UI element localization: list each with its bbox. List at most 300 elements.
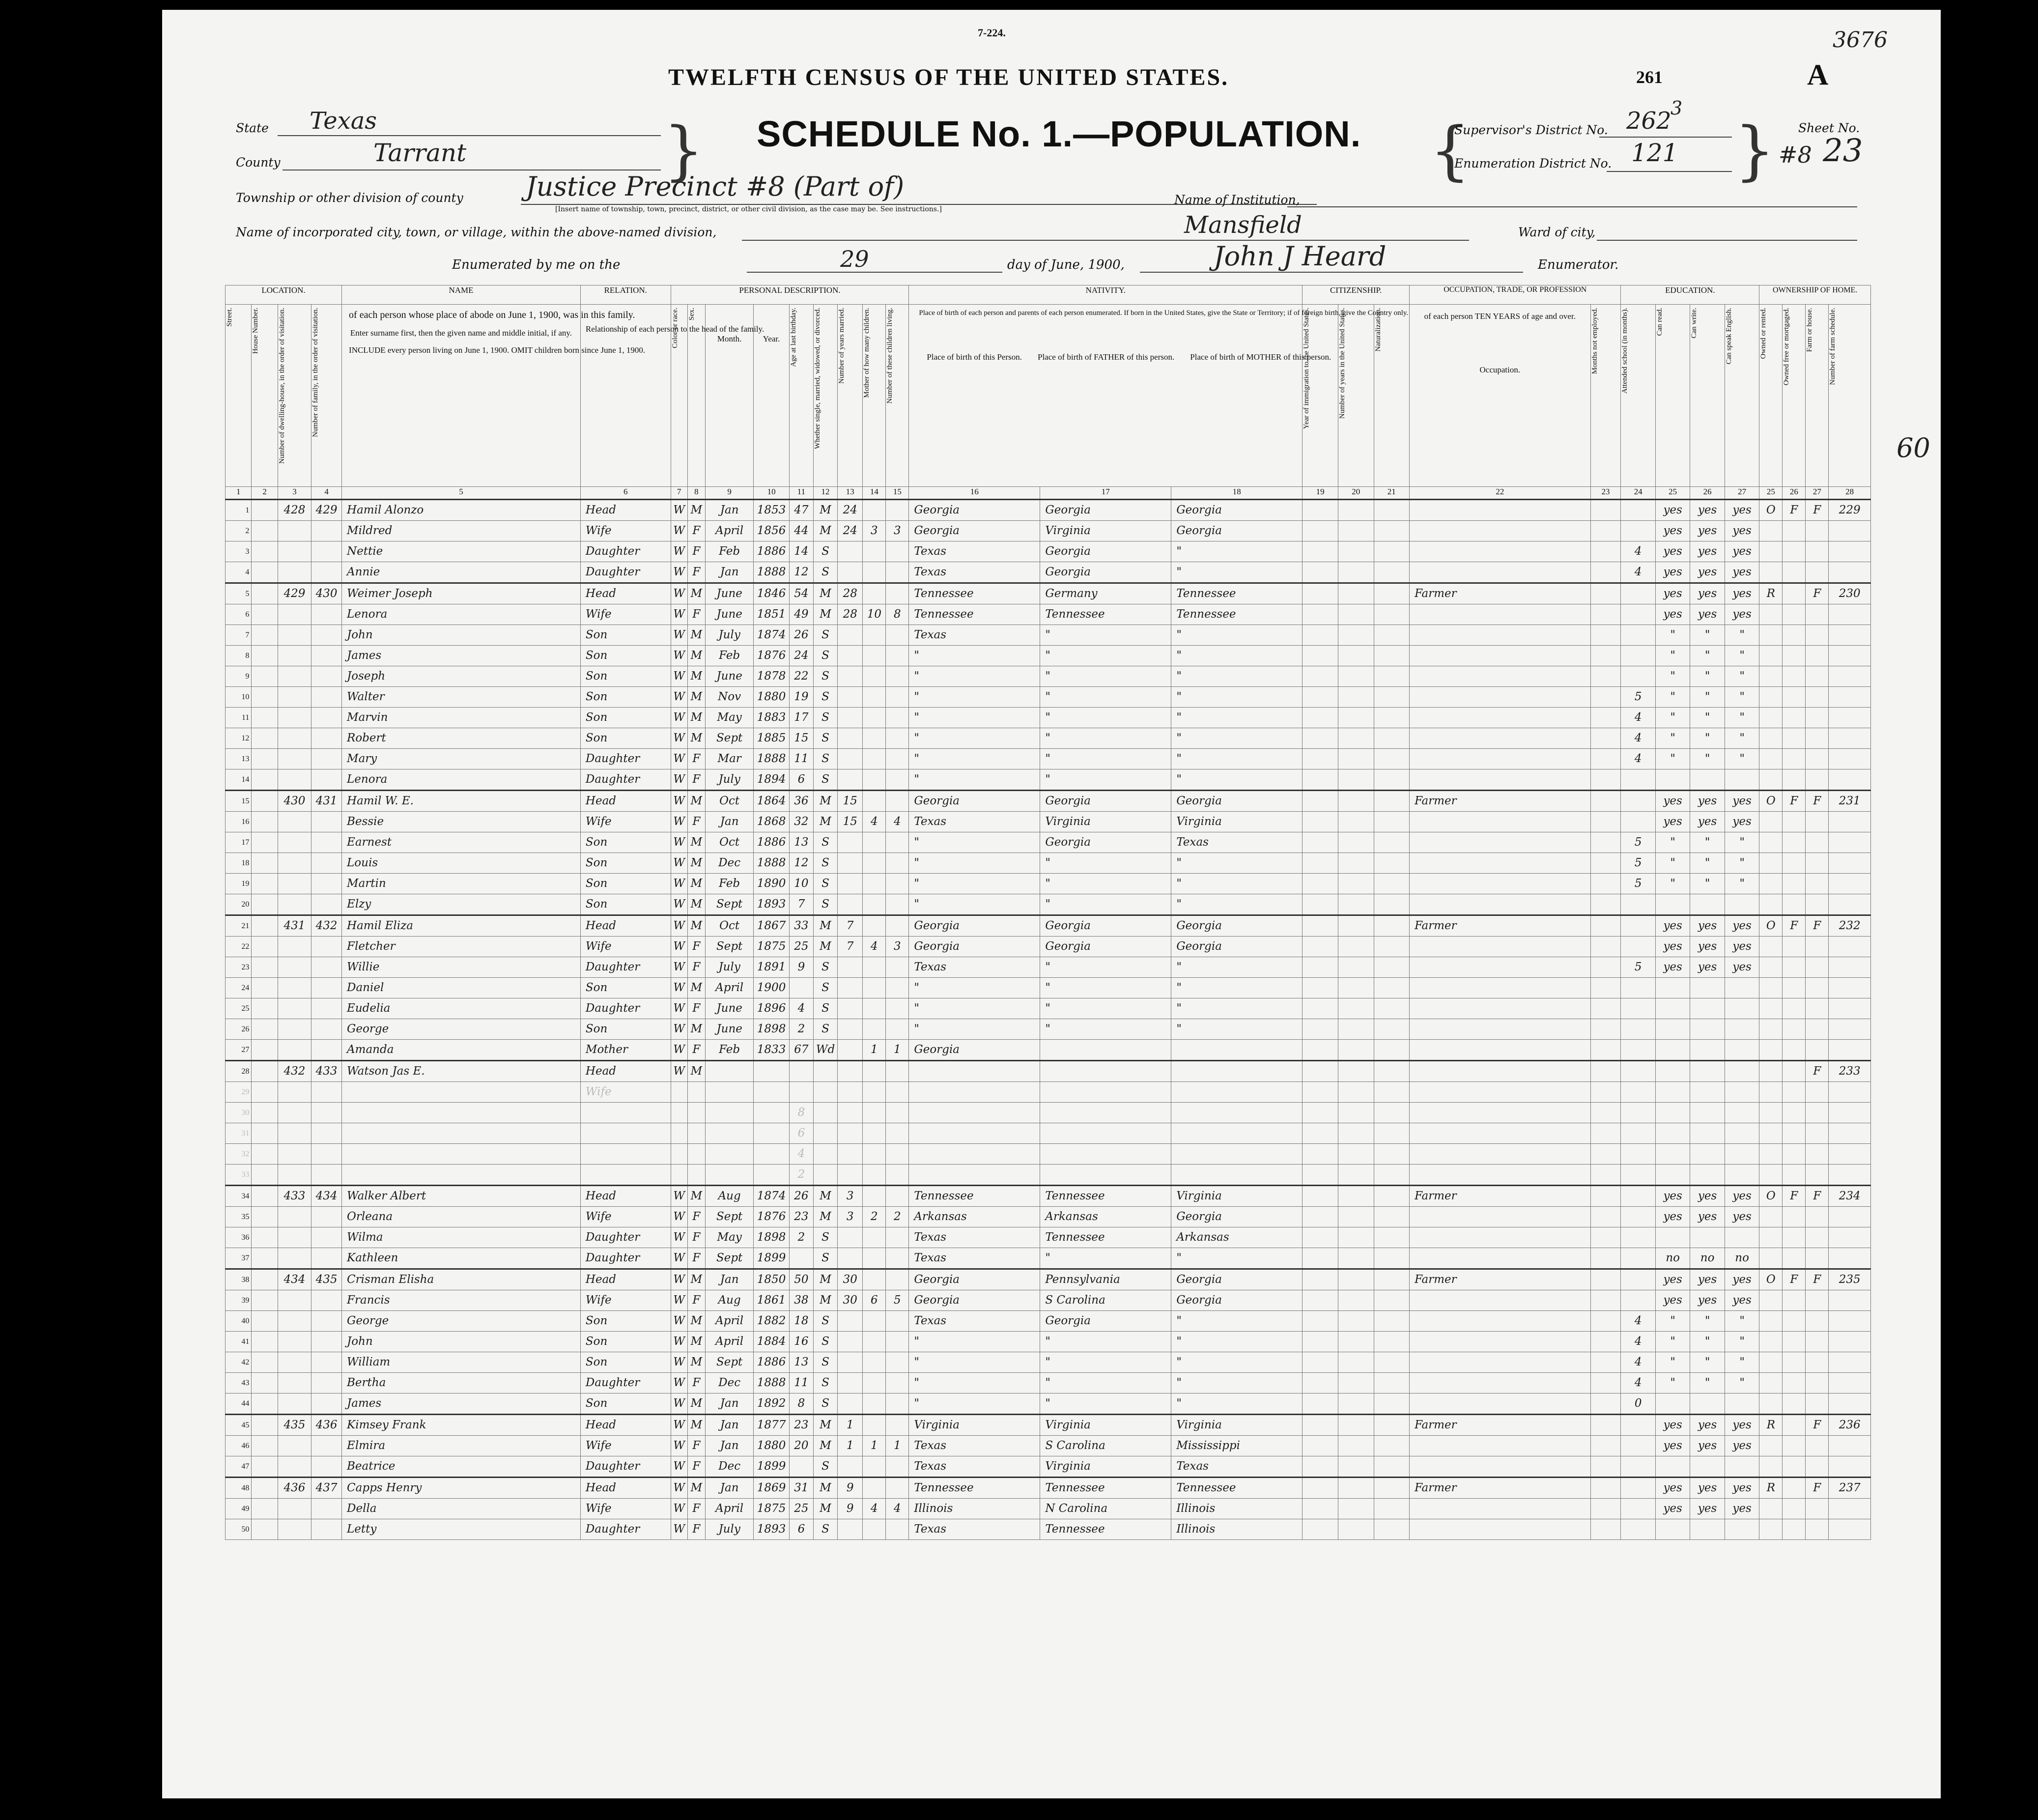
children-living-cell bbox=[886, 1311, 909, 1332]
family-number-cell: 433 bbox=[311, 1061, 342, 1082]
naturalization-cell bbox=[1374, 1456, 1410, 1478]
farm-schedule-cell bbox=[1829, 1227, 1871, 1248]
attended-school-cell bbox=[1621, 812, 1655, 832]
birthplace-cell: " bbox=[909, 1373, 1040, 1393]
naturalization-cell bbox=[1374, 1290, 1410, 1311]
father-birthplace-cell: " bbox=[1040, 769, 1171, 791]
children-living-cell: 3 bbox=[886, 937, 909, 957]
can-speak-english-cell: no bbox=[1725, 1248, 1759, 1269]
farm-schedule-cell bbox=[1829, 728, 1871, 749]
attended-school-cell bbox=[1621, 666, 1655, 687]
farm-house-cell: F bbox=[1806, 1186, 1829, 1207]
can-write-cell: " bbox=[1690, 625, 1725, 646]
owned-free-cell bbox=[1783, 583, 1806, 604]
sex-cell bbox=[687, 1165, 705, 1186]
head-house-number: House Number. bbox=[252, 308, 260, 354]
enum-district-label: Enumeration District No. bbox=[1454, 156, 1612, 171]
father-birthplace-cell: Virginia bbox=[1040, 812, 1171, 832]
owned-rented-cell bbox=[1759, 625, 1783, 646]
table-row bbox=[226, 1040, 1871, 1061]
table-row bbox=[226, 957, 1871, 978]
line-number-cell: 28 bbox=[226, 1061, 252, 1082]
years-in-us-cell bbox=[1338, 749, 1374, 769]
birth-month-cell: Jan bbox=[706, 562, 754, 583]
age-cell: 10 bbox=[789, 874, 813, 894]
line-number-cell: 7 bbox=[226, 625, 252, 646]
sex-cell: F bbox=[687, 1248, 705, 1269]
occupation-cell bbox=[1410, 1519, 1590, 1540]
months-not-employed-cell bbox=[1590, 1332, 1621, 1352]
mother-birthplace-cell: " bbox=[1171, 978, 1302, 998]
relation-cell: Son bbox=[580, 1393, 671, 1415]
family-number-cell bbox=[311, 708, 342, 728]
can-speak-english-cell: " bbox=[1725, 687, 1759, 708]
can-speak-english-cell: " bbox=[1725, 1352, 1759, 1373]
occupation-cell bbox=[1410, 1290, 1590, 1311]
dwelling-number-cell: 429 bbox=[278, 583, 311, 604]
birth-month-cell: April bbox=[706, 1332, 754, 1352]
line-number-cell: 42 bbox=[226, 1352, 252, 1373]
age-cell: 33 bbox=[789, 915, 813, 937]
years-in-us-cell bbox=[1338, 1040, 1374, 1061]
birth-year-cell: 1851 bbox=[754, 604, 790, 625]
relation-cell: Wife bbox=[580, 937, 671, 957]
column-number: 26 bbox=[1783, 487, 1806, 500]
table-row bbox=[226, 874, 1871, 894]
years-in-us-cell bbox=[1338, 1436, 1374, 1456]
farm-house-cell bbox=[1806, 1123, 1829, 1144]
relation-cell: Son bbox=[580, 666, 671, 687]
can-read-cell: " bbox=[1655, 708, 1690, 728]
months-not-employed-cell bbox=[1590, 1123, 1621, 1144]
marital-cell: S bbox=[813, 1352, 837, 1373]
farm-schedule-cell: 230 bbox=[1829, 583, 1871, 604]
naturalization-cell bbox=[1374, 957, 1410, 978]
months-not-employed-cell bbox=[1590, 957, 1621, 978]
years-in-us-cell bbox=[1338, 915, 1374, 937]
attended-school-cell: 5 bbox=[1621, 832, 1655, 853]
column-number: 26 bbox=[1690, 487, 1725, 500]
years-married-cell bbox=[838, 541, 863, 562]
can-read-cell bbox=[1655, 1227, 1690, 1248]
line-number-cell: 41 bbox=[226, 1332, 252, 1352]
birth-year-cell: 1875 bbox=[754, 1499, 790, 1519]
birth-month-cell: July bbox=[706, 769, 754, 791]
mother-of-cell bbox=[863, 1082, 886, 1103]
can-write-cell bbox=[1690, 1227, 1725, 1248]
house-number-cell bbox=[252, 1393, 278, 1415]
can-read-cell bbox=[1655, 1082, 1690, 1103]
birthplace-cell: Texas bbox=[909, 1248, 1040, 1269]
sex-cell: M bbox=[687, 625, 705, 646]
line-number-cell: 38 bbox=[226, 1269, 252, 1290]
children-living-cell bbox=[886, 728, 909, 749]
mother-birthplace-cell: Georgia bbox=[1171, 521, 1302, 541]
mother-birthplace-cell: " bbox=[1171, 562, 1302, 583]
mother-of-cell bbox=[863, 978, 886, 998]
attended-school-cell bbox=[1621, 1227, 1655, 1248]
mother-birthplace-cell bbox=[1171, 1040, 1302, 1061]
person-name-cell: George bbox=[342, 1311, 581, 1332]
person-name-cell: Fletcher bbox=[342, 937, 581, 957]
house-number-cell bbox=[252, 791, 278, 812]
can-read-cell: " bbox=[1655, 853, 1690, 874]
naturalization-cell bbox=[1374, 646, 1410, 666]
age-cell bbox=[789, 1456, 813, 1478]
father-birthplace-cell bbox=[1040, 1040, 1171, 1061]
naturalization-cell bbox=[1374, 915, 1410, 937]
can-write-cell bbox=[1690, 1519, 1725, 1540]
dwelling-number-cell bbox=[278, 1373, 311, 1393]
months-not-employed-cell bbox=[1590, 1478, 1621, 1499]
table-row bbox=[226, 894, 1871, 915]
marital-cell: M bbox=[813, 1499, 837, 1519]
immigration-cell bbox=[1302, 978, 1338, 998]
person-name-cell: Amanda bbox=[342, 1040, 581, 1061]
owned-rented-cell bbox=[1759, 1352, 1783, 1373]
marital-cell: M bbox=[813, 500, 837, 521]
can-read-cell bbox=[1655, 998, 1690, 1019]
immigration-cell bbox=[1302, 1478, 1338, 1499]
years-in-us-cell bbox=[1338, 812, 1374, 832]
birth-month-cell: Jan bbox=[706, 1393, 754, 1415]
group-education: EDUCATION. bbox=[1621, 285, 1759, 305]
house-number-cell bbox=[252, 1456, 278, 1478]
house-number-cell bbox=[252, 978, 278, 998]
person-name-cell bbox=[342, 1123, 581, 1144]
owned-rented-cell bbox=[1759, 604, 1783, 625]
children-living-cell bbox=[886, 1332, 909, 1352]
family-number-cell bbox=[311, 1352, 342, 1373]
ward-label: Ward of city, bbox=[1518, 225, 1596, 239]
census-rows bbox=[226, 500, 1871, 1540]
color-cell: W bbox=[671, 562, 687, 583]
owned-rented-cell bbox=[1759, 646, 1783, 666]
relation-cell: Wife bbox=[580, 1082, 671, 1103]
farm-house-cell: F bbox=[1806, 1415, 1829, 1436]
farm-house-cell: F bbox=[1806, 791, 1829, 812]
can-speak-english-cell bbox=[1725, 1456, 1759, 1478]
age-cell: 13 bbox=[789, 1352, 813, 1373]
farm-house-cell bbox=[1806, 874, 1829, 894]
table-row bbox=[226, 666, 1871, 687]
family-number-cell bbox=[311, 769, 342, 791]
years-in-us-cell bbox=[1338, 1082, 1374, 1103]
corner-number: 3676 bbox=[1833, 28, 1888, 53]
father-birthplace-cell: Georgia bbox=[1040, 1311, 1171, 1332]
immigration-cell bbox=[1302, 1352, 1338, 1373]
color-cell: W bbox=[671, 937, 687, 957]
farm-house-cell bbox=[1806, 604, 1829, 625]
age-cell: 12 bbox=[789, 562, 813, 583]
owned-rented-cell: O bbox=[1759, 791, 1783, 812]
line-number-cell: 47 bbox=[226, 1456, 252, 1478]
months-not-employed-cell bbox=[1590, 625, 1621, 646]
county-label: County bbox=[236, 155, 281, 170]
years-in-us-cell bbox=[1338, 894, 1374, 915]
birth-year-cell: 1888 bbox=[754, 562, 790, 583]
owned-rented-cell bbox=[1759, 1290, 1783, 1311]
father-birthplace-cell: " bbox=[1040, 874, 1171, 894]
birth-month-cell: June bbox=[706, 666, 754, 687]
family-number-cell bbox=[311, 1393, 342, 1415]
children-living-cell: 1 bbox=[886, 1040, 909, 1061]
can-write-cell: yes bbox=[1690, 915, 1725, 937]
attended-school-cell bbox=[1621, 791, 1655, 812]
mother-birthplace-cell: " bbox=[1171, 1248, 1302, 1269]
years-married-cell bbox=[838, 874, 863, 894]
naturalization-cell bbox=[1374, 1269, 1410, 1290]
table-row bbox=[226, 562, 1871, 583]
can-read-cell: " bbox=[1655, 1352, 1690, 1373]
can-write-cell: yes bbox=[1690, 521, 1725, 541]
can-read-cell: yes bbox=[1655, 957, 1690, 978]
marital-cell: M bbox=[813, 1186, 837, 1207]
table-row bbox=[226, 687, 1871, 708]
farm-house-cell bbox=[1806, 1144, 1829, 1165]
birthplace-cell: Texas bbox=[909, 1311, 1040, 1332]
table-row bbox=[226, 625, 1871, 646]
age-cell bbox=[789, 1061, 813, 1082]
years-in-us-cell bbox=[1338, 1165, 1374, 1186]
birthplace-cell: " bbox=[909, 853, 1040, 874]
family-number-cell bbox=[311, 604, 342, 625]
occupation-cell bbox=[1410, 562, 1590, 583]
farm-house-cell bbox=[1806, 541, 1829, 562]
owned-rented-cell bbox=[1759, 708, 1783, 728]
table-row bbox=[226, 500, 1871, 521]
farm-house-cell bbox=[1806, 708, 1829, 728]
can-read-cell: yes bbox=[1655, 1436, 1690, 1456]
color-cell: W bbox=[671, 894, 687, 915]
house-number-cell bbox=[252, 1436, 278, 1456]
years-married-cell bbox=[838, 708, 863, 728]
farm-house-cell bbox=[1806, 832, 1829, 853]
sex-cell: F bbox=[687, 1519, 705, 1540]
farm-schedule-cell bbox=[1829, 1019, 1871, 1040]
line-number-cell: 36 bbox=[226, 1227, 252, 1248]
immigration-cell bbox=[1302, 562, 1338, 583]
children-living-cell bbox=[886, 1248, 909, 1269]
years-married-cell: 30 bbox=[838, 1269, 863, 1290]
person-name-cell: Walter bbox=[342, 687, 581, 708]
occupation-cell bbox=[1410, 1040, 1590, 1061]
years-in-us-cell bbox=[1338, 521, 1374, 541]
column-number: 25 bbox=[1655, 487, 1690, 500]
marital-cell: M bbox=[813, 1478, 837, 1499]
marital-cell: S bbox=[813, 666, 837, 687]
naturalization-cell bbox=[1374, 625, 1410, 646]
immigration-cell bbox=[1302, 1519, 1338, 1540]
table-row bbox=[226, 1415, 1871, 1436]
immigration-cell bbox=[1302, 708, 1338, 728]
years-in-us-cell bbox=[1338, 666, 1374, 687]
years-in-us-cell bbox=[1338, 500, 1374, 521]
owned-rented-cell bbox=[1759, 1103, 1783, 1123]
age-cell: 22 bbox=[789, 666, 813, 687]
birth-year-cell: 1886 bbox=[754, 541, 790, 562]
owned-free-cell: F bbox=[1783, 791, 1806, 812]
can-write-cell: yes bbox=[1690, 812, 1725, 832]
owned-rented-cell bbox=[1759, 541, 1783, 562]
can-write-cell: yes bbox=[1690, 957, 1725, 978]
age-cell: 15 bbox=[789, 728, 813, 749]
years-in-us-cell bbox=[1338, 1019, 1374, 1040]
person-name-cell: William bbox=[342, 1352, 581, 1373]
naturalization-cell bbox=[1374, 666, 1410, 687]
can-speak-english-cell: " bbox=[1725, 874, 1759, 894]
years-in-us-cell bbox=[1338, 874, 1374, 894]
sex-cell: M bbox=[687, 1269, 705, 1290]
attended-school-cell bbox=[1621, 1456, 1655, 1478]
house-number-cell bbox=[252, 646, 278, 666]
marital-cell: S bbox=[813, 1311, 837, 1332]
birth-year-cell: 1856 bbox=[754, 521, 790, 541]
farm-schedule-cell bbox=[1829, 1373, 1871, 1393]
head-year: Year. bbox=[763, 334, 780, 343]
person-name-cell: Hamil W. E. bbox=[342, 791, 581, 812]
farm-schedule-cell bbox=[1829, 1207, 1871, 1227]
owned-free-cell bbox=[1783, 708, 1806, 728]
naturalization-cell bbox=[1374, 749, 1410, 769]
father-birthplace-cell: Arkansas bbox=[1040, 1207, 1171, 1227]
marital-cell bbox=[813, 1123, 837, 1144]
sheet-title: TWELFTH CENSUS OF THE UNITED STATES. bbox=[668, 64, 1229, 90]
mother-birthplace-cell: " bbox=[1171, 894, 1302, 915]
can-write-cell: " bbox=[1690, 1332, 1725, 1352]
owned-free-cell bbox=[1783, 1144, 1806, 1165]
can-read-cell: no bbox=[1655, 1248, 1690, 1269]
line-number-cell: 2 bbox=[226, 521, 252, 541]
can-speak-english-cell: yes bbox=[1725, 1186, 1759, 1207]
months-not-employed-cell bbox=[1590, 749, 1621, 769]
months-not-employed-cell bbox=[1590, 1499, 1621, 1519]
farm-schedule-cell: 235 bbox=[1829, 1269, 1871, 1290]
birth-year-cell: 1876 bbox=[754, 646, 790, 666]
immigration-cell bbox=[1302, 687, 1338, 708]
birth-month-cell: Jan bbox=[706, 1436, 754, 1456]
person-name-cell: Annie bbox=[342, 562, 581, 583]
age-cell: 12 bbox=[789, 853, 813, 874]
birth-month-cell: Dec bbox=[706, 853, 754, 874]
line-number-cell: 11 bbox=[226, 708, 252, 728]
relation-cell: Son bbox=[580, 708, 671, 728]
immigration-cell bbox=[1302, 874, 1338, 894]
birthplace-cell bbox=[909, 1123, 1040, 1144]
attended-school-cell bbox=[1621, 521, 1655, 541]
head-age: Age at last birthday. bbox=[789, 308, 797, 367]
can-read-cell: yes bbox=[1655, 1269, 1690, 1290]
marital-cell: S bbox=[813, 957, 837, 978]
mother-birthplace-cell bbox=[1171, 1165, 1302, 1186]
head-month: Month. bbox=[717, 334, 742, 343]
naturalization-cell bbox=[1374, 687, 1410, 708]
table-row bbox=[226, 1519, 1871, 1540]
house-number-cell bbox=[252, 583, 278, 604]
owned-free-cell bbox=[1783, 625, 1806, 646]
can-speak-english-cell: yes bbox=[1725, 1415, 1759, 1436]
father-birthplace-cell: " bbox=[1040, 1373, 1171, 1393]
farm-schedule-cell bbox=[1829, 1082, 1871, 1103]
relation-cell: Head bbox=[580, 1061, 671, 1082]
mother-birthplace-cell: " bbox=[1171, 1332, 1302, 1352]
sex-cell: M bbox=[687, 646, 705, 666]
birth-year-cell bbox=[754, 1144, 790, 1165]
family-number-cell bbox=[311, 1123, 342, 1144]
house-number-cell bbox=[252, 708, 278, 728]
mother-of-cell: 1 bbox=[863, 1436, 886, 1456]
column-number: 4 bbox=[311, 487, 342, 500]
relation-cell: Daughter bbox=[580, 1373, 671, 1393]
years-married-cell bbox=[838, 1082, 863, 1103]
person-name-cell bbox=[342, 1165, 581, 1186]
birthplace-cell bbox=[909, 1144, 1040, 1165]
sex-cell: M bbox=[687, 708, 705, 728]
person-name-cell: Martin bbox=[342, 874, 581, 894]
line-number-cell: 40 bbox=[226, 1311, 252, 1332]
owned-rented-cell bbox=[1759, 894, 1783, 915]
line-number-cell: 48 bbox=[226, 1478, 252, 1499]
birthplace-cell: Tennessee bbox=[909, 1478, 1040, 1499]
can-read-cell: " bbox=[1655, 666, 1690, 687]
owned-rented-cell bbox=[1759, 1393, 1783, 1415]
margin-note: 60 bbox=[1896, 432, 1930, 463]
family-number-cell: 435 bbox=[311, 1269, 342, 1290]
dwelling-number-cell bbox=[278, 562, 311, 583]
farm-house-cell bbox=[1806, 812, 1829, 832]
person-name-cell: John bbox=[342, 625, 581, 646]
birth-year-cell: 1850 bbox=[754, 1269, 790, 1290]
age-cell: 67 bbox=[789, 1040, 813, 1061]
mother-of-cell bbox=[863, 1186, 886, 1207]
farm-house-cell bbox=[1806, 687, 1829, 708]
naturalization-cell bbox=[1374, 1352, 1410, 1373]
farm-house-cell bbox=[1806, 749, 1829, 769]
marital-cell: S bbox=[813, 625, 837, 646]
can-read-cell: " bbox=[1655, 625, 1690, 646]
months-not-employed-cell bbox=[1590, 1269, 1621, 1290]
months-not-employed-cell bbox=[1590, 1436, 1621, 1456]
can-speak-english-cell bbox=[1725, 1227, 1759, 1248]
birthplace-cell: " bbox=[909, 687, 1040, 708]
marital-cell: S bbox=[813, 749, 837, 769]
farm-house-cell: F bbox=[1806, 1478, 1829, 1499]
father-birthplace-cell: Tennessee bbox=[1040, 1478, 1171, 1499]
head-dwelling-no: Number of dwelling-house, in the order of visitation. bbox=[278, 308, 286, 464]
occupation-cell: Farmer bbox=[1410, 1415, 1590, 1436]
marital-cell: S bbox=[813, 894, 837, 915]
marital-cell bbox=[813, 1165, 837, 1186]
immigration-cell bbox=[1302, 1227, 1338, 1248]
father-birthplace-cell: " bbox=[1040, 728, 1171, 749]
birth-month-cell bbox=[706, 1144, 754, 1165]
line-number-cell: 22 bbox=[226, 937, 252, 957]
mother-birthplace-cell bbox=[1171, 1061, 1302, 1082]
enumerator-name: John J Heard bbox=[1214, 241, 1387, 272]
marital-cell: S bbox=[813, 853, 837, 874]
table-row bbox=[226, 937, 1871, 957]
attended-school-cell: 4 bbox=[1621, 749, 1655, 769]
relation-cell: Daughter bbox=[580, 541, 671, 562]
house-number-cell bbox=[252, 500, 278, 521]
dwelling-number-cell bbox=[278, 708, 311, 728]
occupation-cell bbox=[1410, 1393, 1590, 1415]
years-married-cell: 15 bbox=[838, 812, 863, 832]
years-in-us-cell bbox=[1338, 1269, 1374, 1290]
owned-rented-cell bbox=[1759, 562, 1783, 583]
table-row bbox=[226, 1207, 1871, 1227]
can-speak-english-cell: " bbox=[1725, 853, 1759, 874]
